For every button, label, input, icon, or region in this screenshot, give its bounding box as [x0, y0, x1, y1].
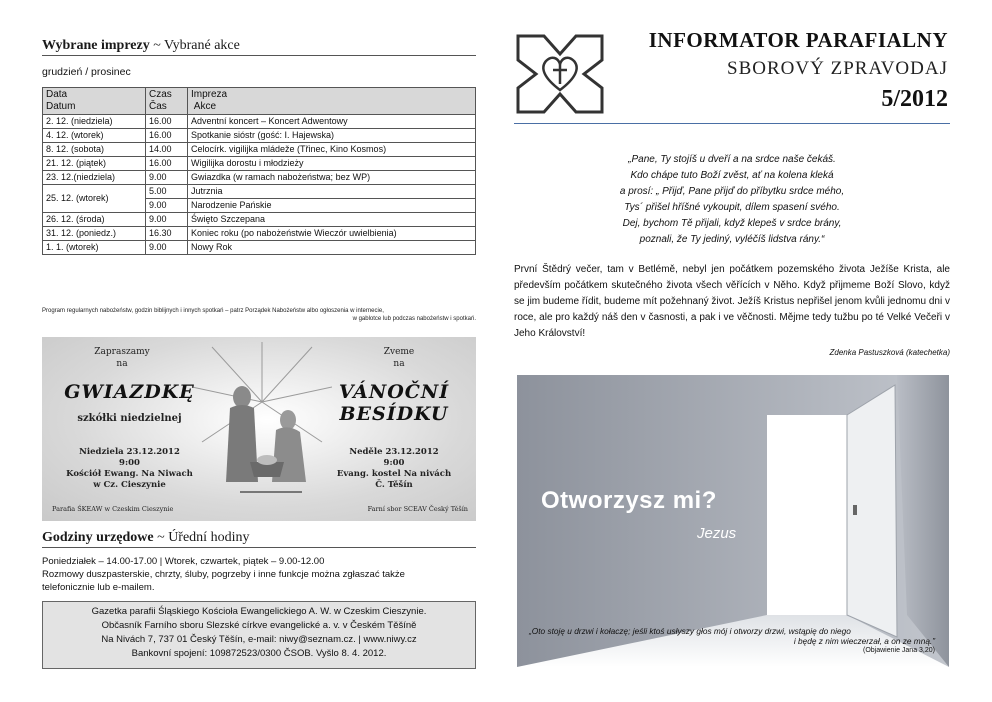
header-date-cz: Datum	[46, 101, 76, 112]
header-event	[188, 88, 476, 115]
cell-event: Wigilijka dorostu i młodzieży	[188, 157, 476, 171]
poster-right-date: Neděle 23.12.2012	[349, 447, 439, 457]
poem	[514, 152, 950, 248]
hours-title-sub: Úřední hodiny	[168, 530, 250, 545]
poem-line: „Pane, Ty stojíš u dveří a na srdce naše čekáš.	[628, 154, 836, 165]
poster-left-place-2: w Cz. Cieszynie	[93, 480, 166, 490]
article-text: První Štědrý večer, tam v Betlémě, nebyl jen počátkem pozemského života Ježíše Krista, ale především počátkem skutečného života všech věřících v Něho. Když přijmeme Boží Slovo, když se jim budeme řídit, budeme mít požehnaný život. Ježíš Kristus nepřišel jenom kvůli jednomu dni v roce, ale pro každý náš den v časnosti, a pak i ve věčnosti. Mějme tedy tužbu po té Velké Večeři v Jeho Království!	[514, 264, 950, 339]
header-event-pl: Impreza	[191, 89, 228, 100]
cell-time: 9.00	[146, 199, 188, 213]
quote-reference: (Objawienie Jana 3,20)	[863, 647, 935, 654]
photo-quote	[529, 626, 939, 656]
events-table	[42, 87, 476, 255]
footnote-line-2: w gablotce lub podczas nabożeństw i spotkań.	[352, 316, 476, 322]
table-row	[43, 213, 476, 227]
cell-event: Gwiazdka (w ramach nabożeństwa; bez WP)	[188, 171, 476, 185]
poster-right-org: Farní sbor SCEAV Český Těšín	[367, 505, 468, 513]
events-title-sub: Vybrané akce	[164, 38, 240, 53]
header-date	[43, 88, 146, 115]
poster-right-invite: Zveme	[383, 347, 415, 357]
table-row	[43, 227, 476, 241]
cell-date: 26. 12. (środa)	[43, 213, 146, 227]
cell-date: 4. 12. (wtorek)	[43, 129, 146, 143]
cell-time: 9.00	[146, 171, 188, 185]
hours-text	[42, 555, 482, 594]
info-line-3: Na Nivách 7, 737 01 Český Těšín, e-mail: niwy@seznam.cz. | www.niwy.cz	[101, 634, 417, 645]
info-line-1: Gazetka parafii Śląskiego Kościoła Ewangelickiego A. W. w Czeskim Cieszynie.	[91, 606, 427, 617]
events-month: grudzień / prosinec	[42, 66, 131, 78]
header-time-pl: Czas	[149, 89, 172, 100]
masthead-subtitle: SBOROVÝ ZPRAVODAJ	[727, 58, 948, 79]
hours-line-2: Rozmowy duszpasterskie, chrzty, śluby, pogrzeby i inne funkcje można zgłaszać także	[42, 569, 405, 580]
cell-date: 1. 1. (wtorek)	[43, 241, 146, 255]
cell-date: 21. 12. (piątek)	[43, 157, 146, 171]
poster-left-subtitle: szkółki niedzielnej	[77, 413, 182, 424]
hours-title-sep: ~	[153, 530, 169, 545]
cell-time: 16.00	[146, 157, 188, 171]
cell-event: Święto Szczepana	[188, 213, 476, 227]
open-door-image	[517, 375, 949, 667]
cell-date: 23. 12.(niedziela)	[43, 171, 146, 185]
poster-right-title-1: VÁNOČNÍ	[338, 381, 450, 403]
parish-info-box	[42, 601, 476, 669]
cell-time: 16.00	[146, 115, 188, 129]
table-row	[43, 115, 476, 129]
events-title-sep: ~	[149, 38, 165, 53]
table-row	[43, 185, 476, 199]
door-photo	[517, 375, 949, 667]
hours-line-3: telefonicznie lub e-mailem.	[42, 582, 155, 593]
poster-right-place-1: Evang. kostel Na nivách	[336, 469, 452, 479]
header-time-cz: Čas	[149, 101, 167, 112]
photo-title: Otworzysz mi?	[541, 487, 717, 514]
cell-date: 31. 12. (poniedz.)	[43, 227, 146, 241]
cell-date: 8. 12. (sobota)	[43, 143, 146, 157]
cell-event: Adventní koncert – Koncert Adwentowy	[188, 115, 476, 129]
info-line-2: Občasník Farního sboru Slezské církve evangelické a. v. v Českém Těšíně	[101, 620, 417, 631]
photo-speaker: Jezus	[697, 525, 737, 542]
table-row	[43, 241, 476, 255]
table-row	[43, 143, 476, 157]
quote-line-1: „Oto stoję u drzwi i kołaczę; jeśli ktoś usłyszy głos mój i otworzy drzwi, wstąpię do niego	[529, 626, 851, 636]
header-event-cz: Akce	[193, 101, 217, 112]
cell-time: 9.00	[146, 213, 188, 227]
article-author: Zdenka Pastuszková (katechetka)	[829, 348, 950, 357]
cell-event: Celocírk. vigilijka mládeže (Třinec, Kino Kosmos)	[188, 143, 476, 157]
cell-date: 2. 12. (niedziela)	[43, 115, 146, 129]
poster-right-time: 9:00	[383, 458, 405, 468]
poster-left-org: Parafia ŚKEAW w Czeskim Cieszynie	[52, 505, 174, 513]
cell-time: 5.00	[146, 185, 188, 199]
cell-event: Narodzenie Pańskie	[188, 199, 476, 213]
events-footnote	[42, 307, 476, 323]
poem-line: poznali, že Ty jediný, vyléčíš lidstva rány.“	[639, 234, 825, 245]
cell-event: Spotkanie sióstr (gość: I. Hajewska)	[188, 129, 476, 143]
cell-time: 16.30	[146, 227, 188, 241]
poster-left-invite: Zapraszamy	[94, 347, 150, 357]
cell-event: Nowy Rok	[188, 241, 476, 255]
cell-date: 25. 12. (wtorek)	[43, 185, 146, 213]
poster-left-place-1: Kościół Ewang. Na Niwach	[66, 469, 193, 479]
table-row	[43, 157, 476, 171]
events-title: Wybrane imprezy	[42, 38, 150, 53]
cell-event: Jutrznia	[188, 185, 476, 199]
footnote-line-1: Program regularnych nabożeństw, godzin biblijnych i innych spotkań – patrz Porządek Nabożeństw albo ogłoszenia w internecie,	[42, 308, 384, 314]
cell-event: Koniec roku (po nabożeństwie Wieczór uwielbienia)	[188, 227, 476, 241]
masthead-rule	[514, 123, 950, 124]
poster-right-place-2: Č. Těšín	[375, 480, 413, 490]
poster-right-na: na	[393, 359, 405, 369]
hours-title: Godziny urzędowe	[42, 530, 154, 545]
hours-line-1: Poniedziałek – 14.00-17.00 | Wtorek, czwartek, piątek – 9.00-12.00	[42, 556, 325, 567]
poem-line: Tys´ přišel hříšné vykoupit, dílem spasení svého.	[624, 202, 840, 213]
issue-number: 5/2012	[881, 86, 948, 112]
quote-line-2: i będę z nim wieczerzał, a on ze mną.”	[793, 636, 935, 646]
info-line-4: Bankovní spojení: 109872523/0300 ČSOB. Vyšlo 8. 4. 2012.	[131, 648, 387, 659]
christmas-poster	[42, 337, 476, 521]
events-heading	[42, 38, 476, 56]
header-time	[146, 88, 188, 115]
cell-time: 14.00	[146, 143, 188, 157]
header-date-pl: Data	[46, 89, 68, 100]
poem-line: Kdo chápe tuto Boží zvěst, ať na kolena kleká	[630, 170, 834, 181]
cell-time: 16.00	[146, 129, 188, 143]
masthead-title: INFORMATOR PARAFIALNY	[648, 28, 948, 52]
poster-left-na: na	[116, 359, 128, 369]
table-row	[43, 171, 476, 185]
poster-left-time: 9:00	[119, 458, 140, 468]
cell-time: 9.00	[146, 241, 188, 255]
poem-line: Dej, bychom Tě přijali, když klepeš v srdce brány,	[622, 218, 842, 229]
poster-right-title-2: BESÍDKU	[339, 403, 449, 425]
poster-left-date: Niedziela 23.12.2012	[79, 447, 180, 457]
church-logo-icon	[514, 32, 606, 116]
poster-left-title: GWIAZDKĘ	[64, 381, 195, 403]
hours-heading	[42, 530, 476, 548]
events-header-row	[43, 88, 476, 115]
poem-line: a prosí: „ Přijď, Pane přijď do příbytku srdce mého,	[619, 186, 845, 197]
table-row	[43, 129, 476, 143]
